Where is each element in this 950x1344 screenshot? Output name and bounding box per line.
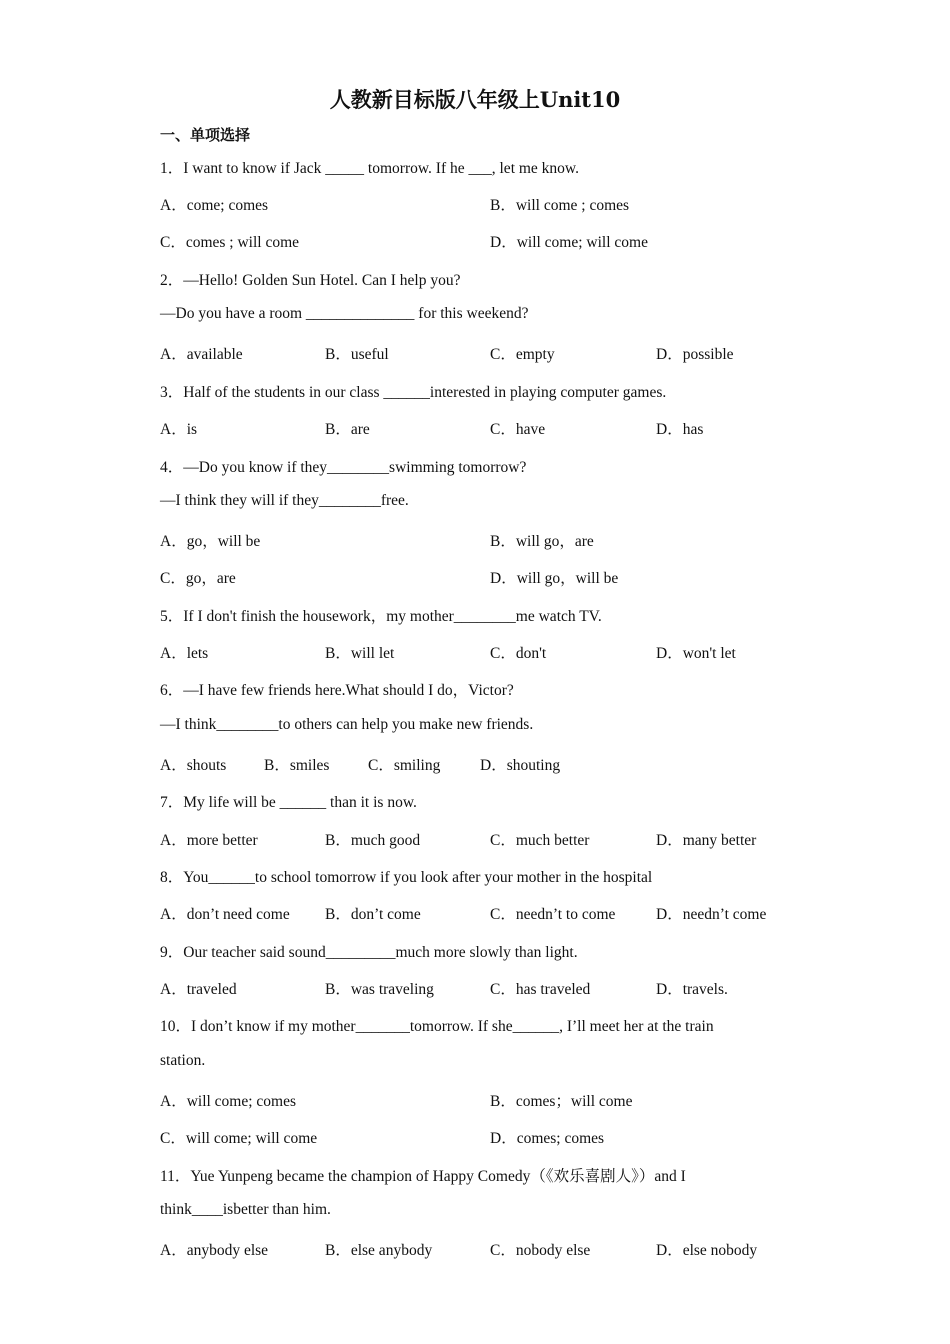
question-6-option-c: C．smiling	[368, 757, 441, 774]
question-9-option-d: D．travels.	[656, 981, 728, 998]
question-9-option-c: C．has traveled	[490, 981, 591, 998]
question-9-option-a: A．traveled	[160, 981, 237, 998]
question-11-stem: 11．Yue Yunpeng became the champion of Happy Comedy（《欢乐喜剧人》）and I	[160, 1168, 686, 1185]
question-10-option-b: B．comes；will come	[490, 1093, 633, 1110]
question-7-option-d: D．many better	[656, 832, 757, 849]
question-4-option-a: A．go，will be	[160, 533, 261, 550]
question-3-stem: 3．Half of the students in our class ______interested in playing computer games.	[160, 384, 667, 401]
question-8-option-c: C．needn’t to come	[490, 906, 616, 923]
question-5-option-a: A．lets	[160, 645, 209, 662]
question-4-stem-line2: —I think they will if they________free.	[160, 492, 409, 509]
question-9-option-b: B．was traveling	[325, 981, 434, 998]
question-4-option-d: D．will go，will be	[490, 570, 619, 587]
question-3-option-d: D．has	[656, 421, 704, 438]
question-1-option-d: D．will come; will come	[490, 234, 648, 251]
question-11-option-a: A．anybody else	[160, 1242, 269, 1259]
question-4-option-c: C．go，are	[160, 570, 236, 587]
question-1-option-b: B．will come ; comes	[490, 197, 630, 214]
question-7-option-a: A．more better	[160, 832, 258, 849]
question-10-option-c: C．will come; will come	[160, 1130, 318, 1147]
page-title: 人教新目标版八年级上Unit10	[329, 87, 621, 112]
question-7-stem: 7．My life will be ______ than it is now.	[160, 794, 417, 811]
question-2-option-d: D．possible	[656, 346, 734, 363]
question-3-option-c: C．have	[490, 421, 546, 438]
question-6-stem: 6．—I have few friends here.What should I do，Victor?	[160, 682, 514, 699]
question-7-option-b: B．much good	[325, 832, 421, 849]
question-8-option-d: D．needn’t come	[656, 906, 767, 923]
question-10-option-d: D．comes; comes	[490, 1130, 605, 1147]
question-1-option-a: A．come; comes	[160, 197, 269, 214]
question-7-option-c: C．much better	[490, 832, 590, 849]
question-11-option-b: B．else anybody	[325, 1242, 433, 1259]
question-6-option-b: B．smiles	[264, 757, 330, 774]
question-10-stem: 10．I don’t know if my mother_______tomorrow. If she______, I’ll meet her at the train	[160, 1018, 714, 1035]
question-8-option-a: A．don’t need come	[160, 906, 290, 923]
question-3-option-b: B．are	[325, 421, 370, 438]
question-11-option-d: D．else nobody	[656, 1242, 758, 1259]
question-3-option-a: A．is	[160, 421, 198, 438]
question-6-stem-line2: —I think________to others can help you make new friends.	[160, 716, 534, 733]
question-10-stem-line2: station.	[160, 1052, 206, 1069]
question-2-option-b: B．useful	[325, 346, 389, 363]
question-6-option-a: A．shouts	[160, 757, 227, 774]
question-5-option-b: B．will let	[325, 645, 395, 662]
question-8-stem: 8．You______to school tomorrow if you look after your mother in the hospital	[160, 869, 653, 886]
question-5-stem: 5．If I don't finish the housework，my mother________me watch TV.	[160, 608, 602, 625]
question-11-stem-line2: think____isbetter than him.	[160, 1201, 331, 1218]
question-1-option-c: C．comes ; will come	[160, 234, 300, 251]
question-2-option-a: A．available	[160, 346, 243, 363]
question-1-stem: 1．I want to know if Jack _____ tomorrow. If he ___, let me know.	[160, 160, 579, 177]
question-4-option-b: B．will go，are	[490, 533, 594, 550]
question-5-option-c: C．don't	[490, 645, 547, 662]
question-9-stem: 9．Our teacher said sound_________much more slowly than light.	[160, 944, 578, 961]
question-11-option-c: C．nobody else	[490, 1242, 591, 1259]
section-heading: 一、单项选择	[160, 126, 251, 144]
question-10-option-a: A．will come; comes	[160, 1093, 297, 1110]
question-6-option-d: D．shouting	[480, 757, 561, 774]
question-2-option-c: C．empty	[490, 346, 555, 363]
question-2-stem: 2．—Hello! Golden Sun Hotel. Can I help you?	[160, 272, 461, 289]
question-8-option-b: B．don’t come	[325, 906, 421, 923]
question-2-stem-line2: —Do you have a room ______________ for this weekend?	[160, 305, 529, 322]
question-4-stem: 4．—Do you know if they________swimming tomorrow?	[160, 459, 527, 476]
question-5-option-d: D．won't let	[656, 645, 736, 662]
